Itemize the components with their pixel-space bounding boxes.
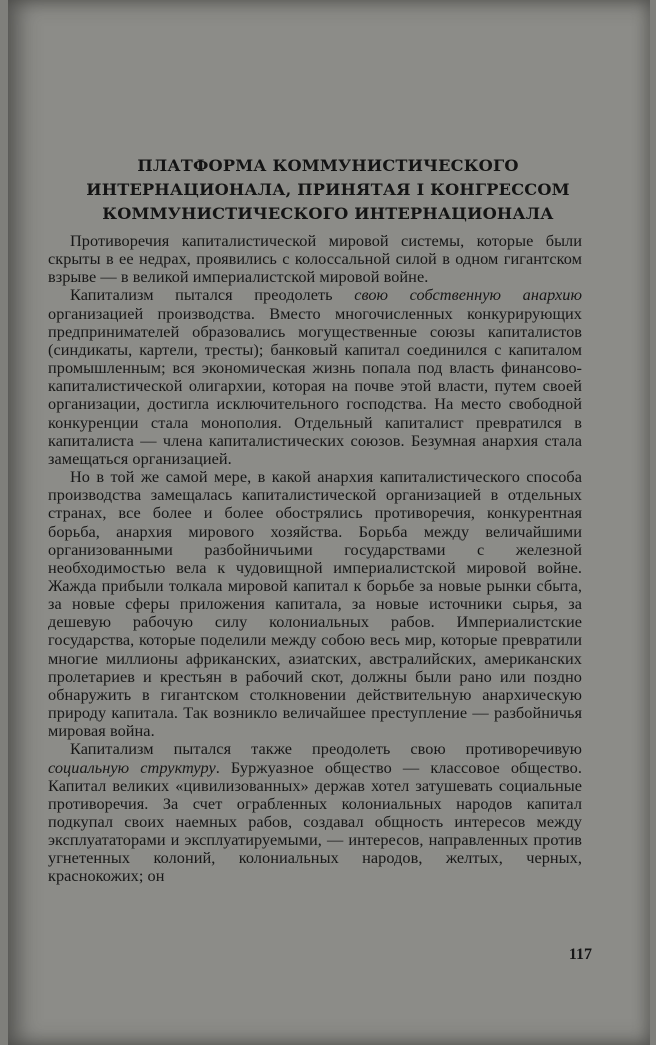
paragraph-3: Но в той же самой мере, в какой анархия капиталистического способа производства замещалась капиталистической организацией в отдельных странах, все более и более обострялись противоречия, конкурентная борьба, анархия мирового хозяйства. Борьба между величайшими организованными разбойничьими государствами с железной необходимостью вела к чудовищной империалистской мировой войне. Жажда прибыли толкала мировой капитал к борьбе за новые рынки сбыта, за новые сферы приложения капитала, за новые источники сырья, за дешевую рабочую силу колониальных рабов. Империалистские государства, которые поделили между собою весь мир, которые превратили многие миллионы африканских, азиатских, австралийских, американских пролетариев и крестьян в рабочий скот, должны были рано или поздно обнаружить в гигантском столкновении действительную анархическую природу капитала. Так возникло величайшее преступление — разбойничья мировая война. [48, 467, 582, 741]
title-line-3: КОММУНИСТИЧЕСКОГО ИНТЕРНАЦИОНАЛА [102, 204, 554, 223]
paragraph-4-emphasis: социальную структуру [48, 757, 216, 777]
paragraph-2-text-end: организацией производства. Вместо многочисленных конкурирующих предпринимателей образовались могущественные союзы капиталистов (синдикаты, картели, тресты); банковый капитал соединился с капиталом промышленным; вся экономическая жизнь попала под власть финансово-капиталистической олигархии, которая на почве этой власти, путем своей организации, достигла исключительного господства. На место свободной конкуренции стала монополия. Отдельный капиталист превратился в капиталиста — члена капиталистических союзов. Безумная анархия стала замещаться организацией. [48, 303, 582, 468]
paragraph-4-text-start: Капитализм пытался также преодолеть свою противоречивую [70, 739, 582, 759]
paragraph-2 [48, 286, 582, 468]
paragraph-2-emphasis: свою собственную анархию [354, 285, 582, 305]
page-title [0, 154, 656, 226]
paragraph-4 [48, 740, 582, 885]
title-line-1: ПЛАТФОРМА КОММУНИСТИЧЕСКОГО [137, 156, 519, 175]
paragraph-2-text-start: Капитализм пытался преодолеть [70, 285, 355, 305]
title-line-2: ИНТЕРНАЦИОНАЛА, ПРИНЯТАЯ I КОНГРЕССОМ [86, 180, 570, 199]
paragraph-1: Противоречия капиталистической мировой системы, которые были скрыты в ее недрах, проявились с колоссальной силой в одном гигантском взрыве — в великой империалистской мировой войне. [48, 231, 582, 287]
paragraph-4-text-end: . Буржуазное общество — классовое общество. Капитал великих «цивилизованных» держав хотел затушевать социальные противоречия. За счет ограбленных колониальных народов капитал подкупал своих наемных рабов, создавал общность интересов между эксплуататорами и эксплуатируемыми, — интересов, направленных против угнетенных колоний, колониальных народов, желтых, черных, краснокожих; он [48, 757, 582, 886]
body-text [48, 232, 582, 886]
page-number: 117 [568, 946, 592, 963]
